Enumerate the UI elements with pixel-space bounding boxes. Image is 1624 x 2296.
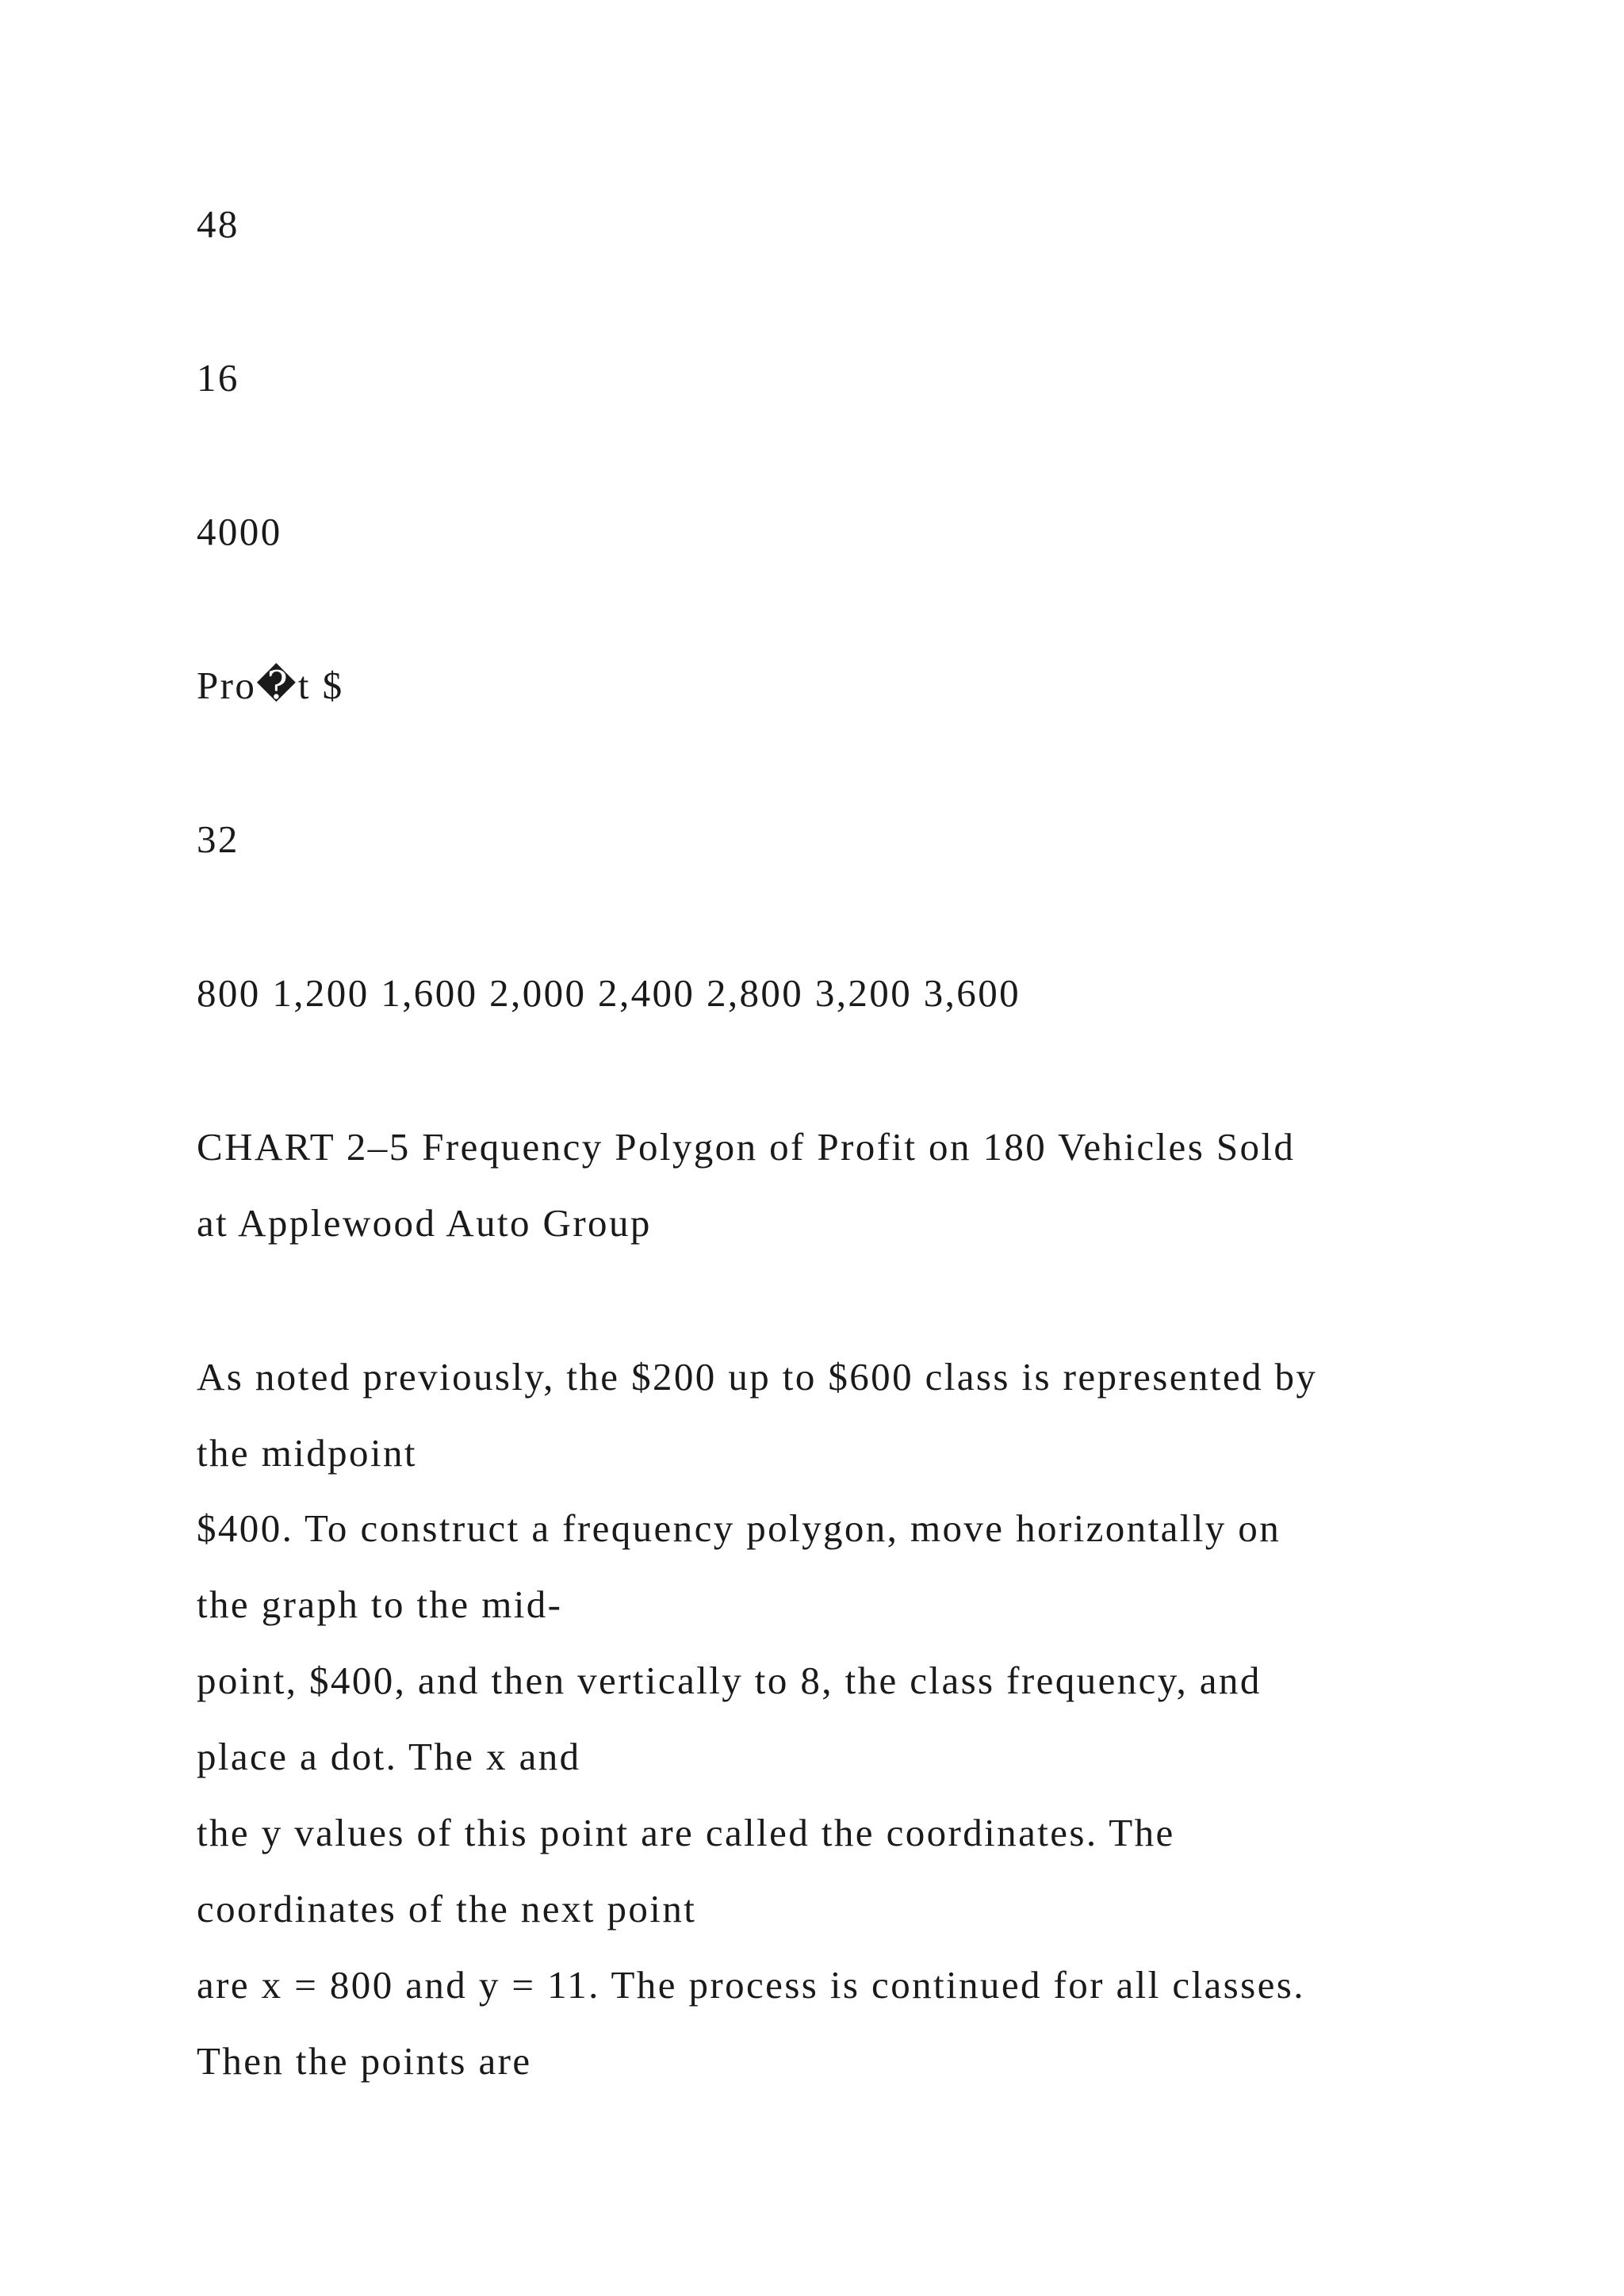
body-text-line: are x = 800 and y = 11. The process is continued for all classes. — [197, 1963, 1305, 2007]
body-text-line: coordinates of the next point — [197, 1887, 697, 1931]
body-text-line: $400. To construct a frequency polygon, move horizontally on — [197, 1506, 1281, 1550]
body-text-line: place a dot. The x and — [197, 1735, 581, 1778]
body-text-line: point, $400, and then vertically to 8, the class frequency, and — [197, 1659, 1262, 1702]
axis-title-profit: Pro�t $ — [197, 664, 344, 707]
axis-label-4000: 4000 — [197, 510, 282, 553]
body-text-line: the midpoint — [197, 1431, 417, 1475]
axis-label-48: 48 — [197, 202, 239, 246]
axis-label-16: 16 — [197, 356, 239, 400]
chart-caption-line-1: CHART 2–5 Frequency Polygon of Profit on 180 Vehicles Sold — [197, 1125, 1296, 1169]
axis-label-32: 32 — [197, 817, 239, 861]
body-text-line: the y values of this point are called the coordinates. The — [197, 1811, 1175, 1854]
body-text-line: the graph to the mid- — [197, 1582, 563, 1626]
body-text-line: Then the points are — [197, 2039, 532, 2083]
x-axis-tick-labels: 800 1,200 1,600 2,000 2,400 2,800 3,200 3,600 — [197, 971, 1021, 1015]
chart-caption-line-2: at Applewood Auto Group — [197, 1201, 652, 1245]
body-text-line: As noted previously, the $200 up to $600 class is represented by — [197, 1355, 1318, 1399]
